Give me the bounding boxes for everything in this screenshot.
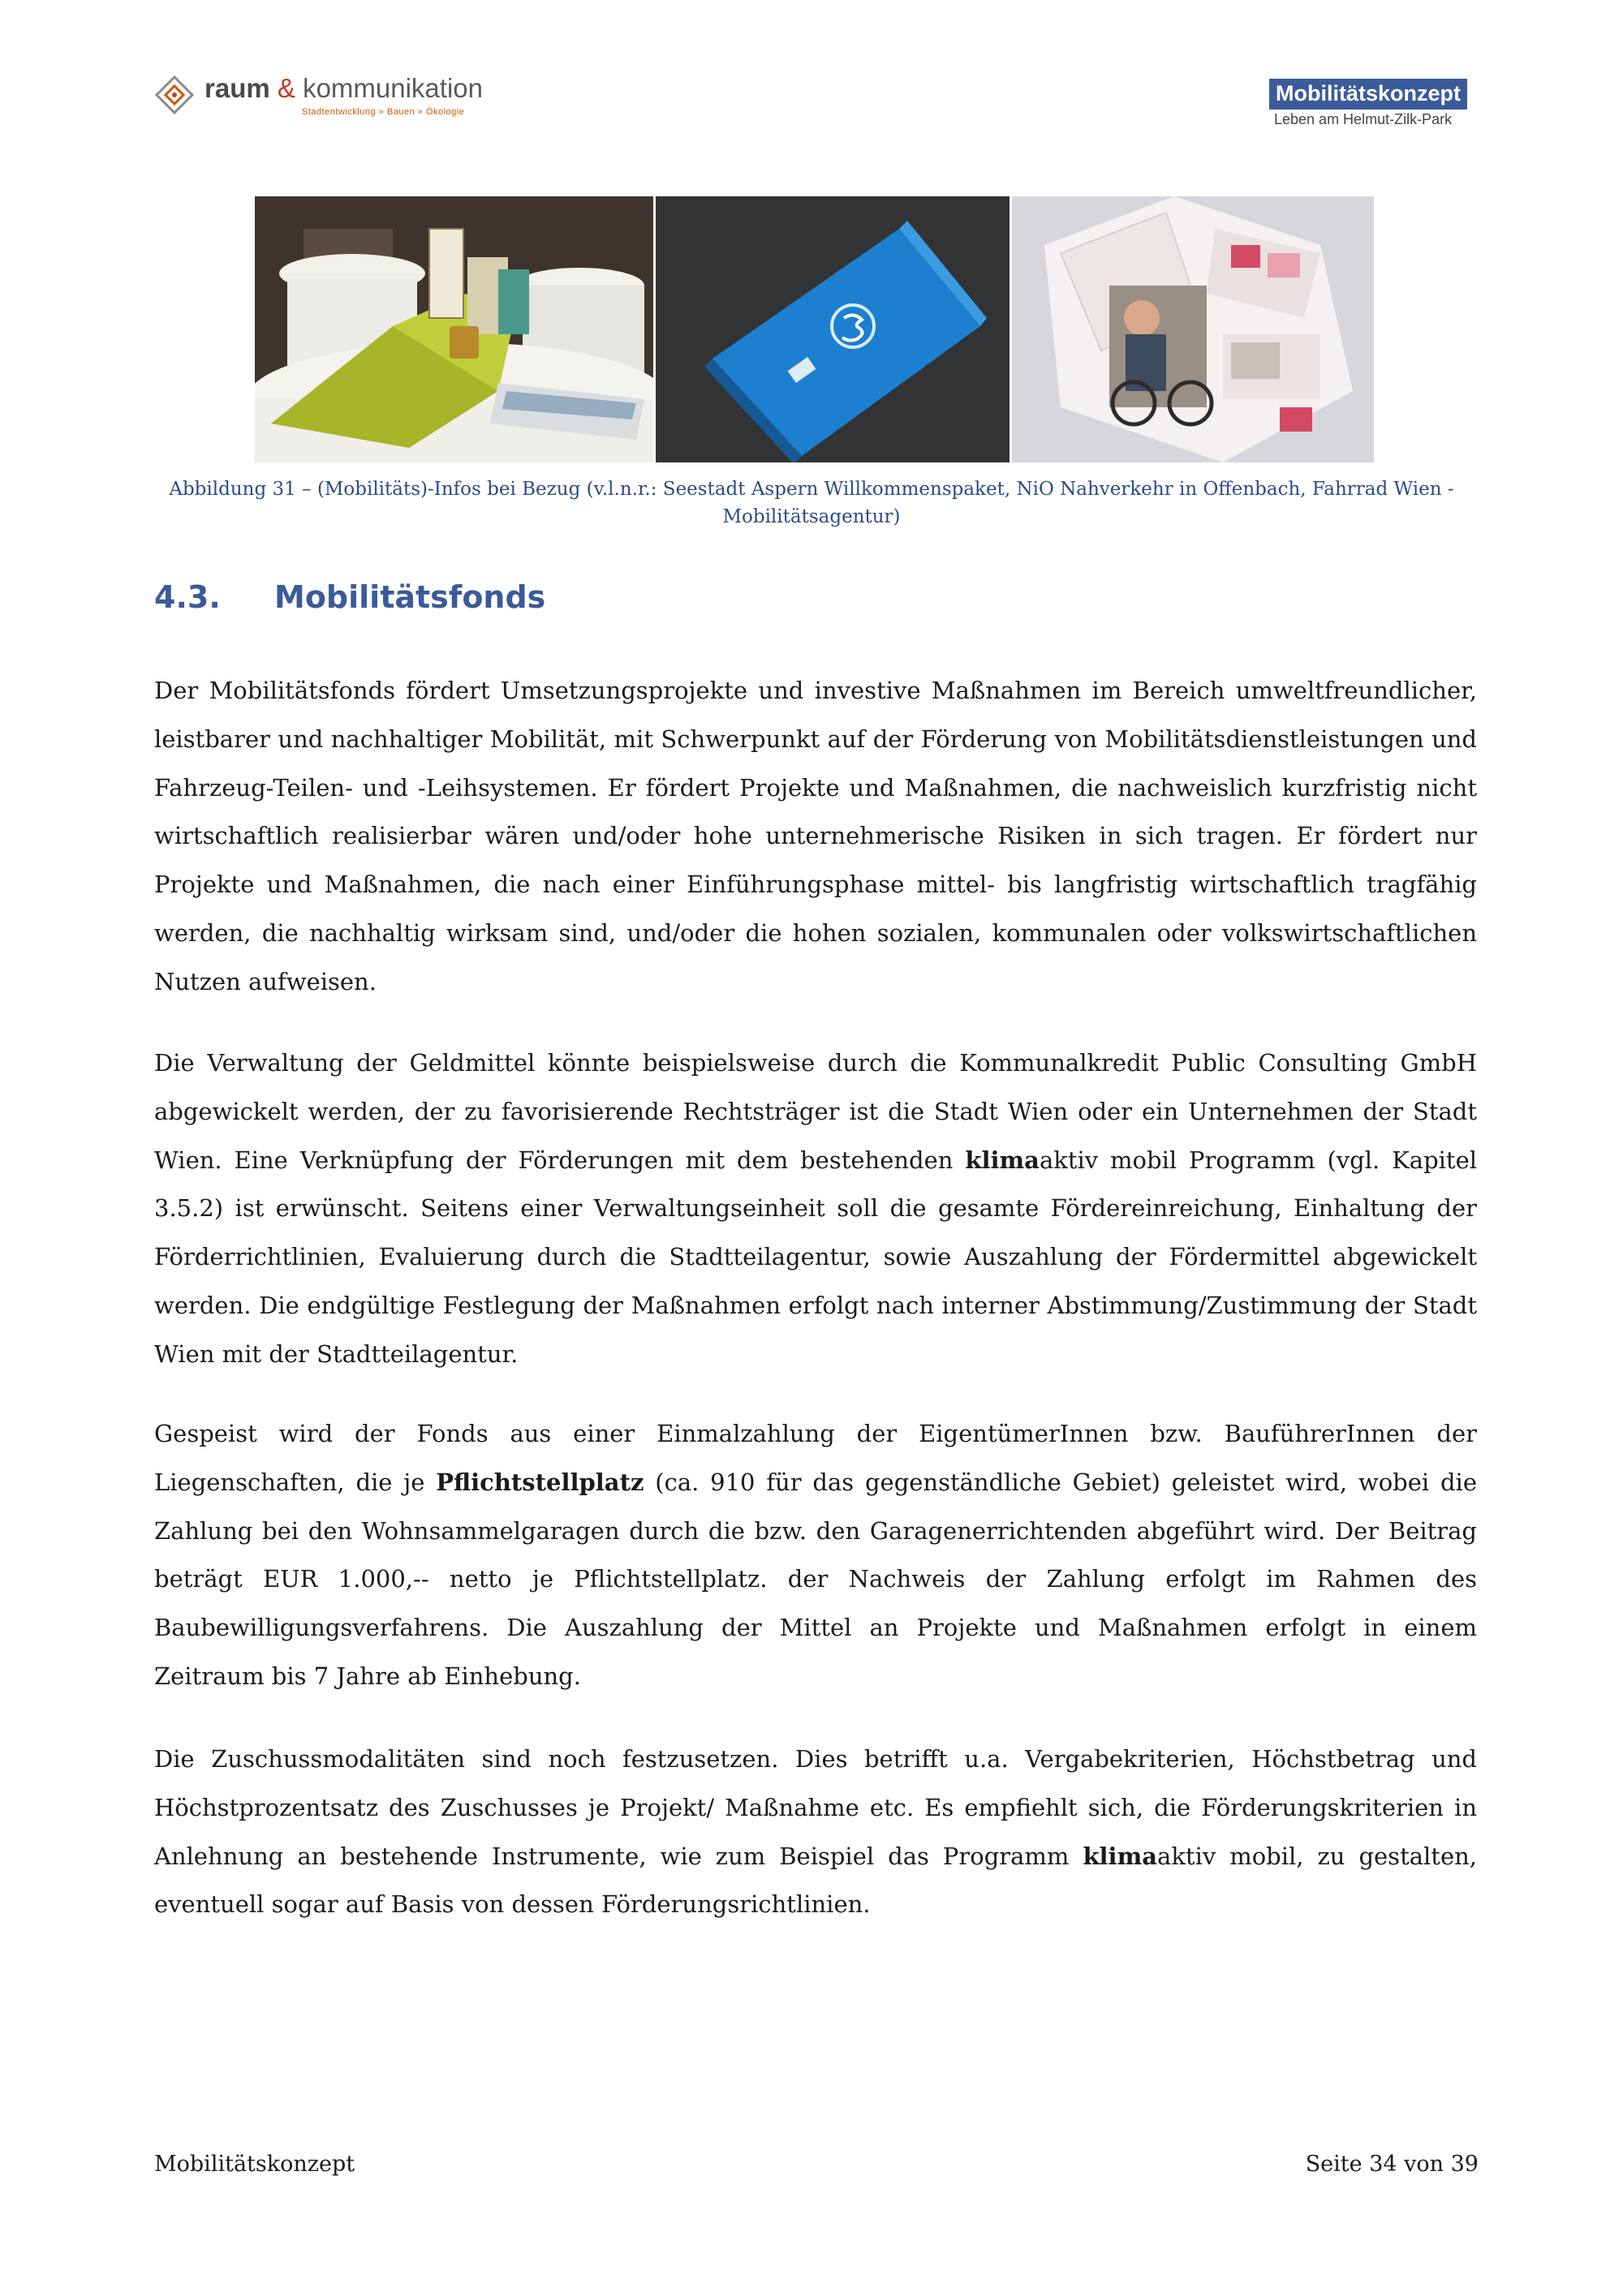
- document-logo: [1269, 79, 1485, 132]
- section-title: Mobilitätsfonds: [274, 579, 546, 615]
- company-logo: [154, 73, 527, 122]
- figure-caption-line-2: Mobilitätsagentur): [722, 506, 901, 527]
- paragraph-2-part-b: aktiv mobil Programm (vgl. Kapitel 3.5.2) ist erwünscht. Seitens einer Verwaltungseinheit soll die gesamte Fördereinreichung, Einhaltung der Förderrichtlinien, Evaluierung durch die Stadtteilagentur, sowie Auszahlung der Fördermittel abgewickelt werden. Die endgültige Festlegung der Maßnahmen erfolgt nach interner Abstimmung/Zustimmung der Stadt Wien mit der Stadtteilagentur.: [154, 1146, 1478, 1368]
- footer-document-title: Mobilitätskonzept: [154, 2152, 355, 2177]
- document-logo-title: Mobilitätskonzept: [1269, 79, 1467, 110]
- section-number: 4.3.: [154, 579, 221, 615]
- company-tagline: Stadtentwicklung » Bauen » Ökologie: [302, 107, 465, 117]
- paragraph-1: Der Mobilitätsfonds fördert Umsetzungsprojekte und investive Maßnahmen im Bereich umweltfreundlicher, leistbarer und nachhaltiger Mobilität, mit Schwerpunkt auf der Förderung von Mobilitätsdienstleistungen und Fahrzeug-Teilen- und -Leihsystemen. Er fördert Projekte und Maßnahmen, die nachweislich kurzfristig nicht wirtschaftlich realisierbar wären und/oder hohe unternehmerische Risiken in sich tragen. Er fördert nur Projekte und Maßnahmen, die nach einer Einführungsphase mittel- bis langfristig wirtschaftlich tragfähig werden, die nachhaltig wirksam sind, und/oder die hohen sozialen, kommunalen oder volkswirtschaftlichen Nutzen aufweisen.: [154, 677, 1477, 995]
- photo-fahrrad-wien-folder: [1012, 196, 1374, 462]
- paragraph-2-part-a: Die Verwaltung der Geldmittel könnte beispielsweise durch die Kommunalkredit Public Consulting GmbH abgewickelt werden, der zu favorisierende Rechtsträger ist die Stadt Wien oder ein Unternehmen der Stadt Wien. Eine Verknüpfung der Förderungen mit dem bestehenden: [154, 1049, 1477, 1174]
- paragraph-2: [154, 1039, 1477, 1379]
- nio-booklet-illustration-icon: [656, 196, 1010, 462]
- photo-seestadt-welcome-package: [255, 196, 653, 462]
- pflichtstellplatz-bold: Pflichtstellplatz: [436, 1468, 644, 1496]
- klima-bold: klima: [965, 1146, 1040, 1174]
- document-logo-subtitle: Leben am Helmut-Zilk-Park: [1274, 111, 1453, 127]
- company-name: raum & kommunikation: [204, 73, 483, 103]
- fahrrad-folder-illustration-icon: [1012, 196, 1374, 462]
- footer-page-number: Seite 34 von 39: [1305, 2152, 1479, 2177]
- paragraph-4-part-a: Die Zuschussmodalitäten sind noch festzusetzen. Dies betrifft u.a. Vergabekriterien, Höchstbetrag und Höchstprozentsatz des Zuschusses je Projekt/ Maßnahme etc. Es empfiehlt sich, die Förderungskriterien in Anlehnung an bestehende Instrumente, wie zum Beispiel das Programm: [154, 1745, 1477, 1870]
- photo-nio-booklet: [656, 196, 1010, 462]
- paragraph-4: [154, 1735, 1477, 1929]
- figure-caption-line-1: Abbildung 31 – (Mobilitäts)-Infos bei Bezug (v.l.n.r.: Seestadt Aspern Willkommenspaket, NiO Nahverkehr in Offenbach, Fahrrad Wien -: [169, 479, 1454, 500]
- welcome-package-illustration-icon: [255, 196, 653, 462]
- paragraph-3-part-b: (ca. 910 für das gegenständliche Gebiet) geleistet wird, wobei die Zahlung bei den Wohnsammelgaragen durch die bzw. den Garagenerrichtenden abgeführt wird. Der Beitrag beträgt EUR 1.000,-- netto je Pflichtstellplatz. der Nachweis der Zahlung erfolgt im Rahmen des Baubewilligungsverfahrens. Die Auszahlung der Mittel an Projekte und Maßnahmen erfolgt in einem Zeitraum bis 7 Jahre ab Einhebung.: [154, 1468, 1477, 1690]
- figure-caption: [162, 475, 1461, 531]
- paragraph-4-part-b: aktiv mobil, zu gestalten, eventuell sogar auf Basis von dessen Förderungsrichtlinien.: [154, 1842, 1477, 1919]
- paragraph-3: [154, 1410, 1477, 1701]
- raum-kommunikation-logo-icon: [154, 75, 195, 115]
- klima-bold: klima: [1083, 1842, 1158, 1870]
- paragraph-3-part-a: Gespeist wird der Fonds aus einer Einmalzahlung der EigentümerInnen bzw. BauführerInnen der Liegenschaften, die je: [154, 1420, 1477, 1496]
